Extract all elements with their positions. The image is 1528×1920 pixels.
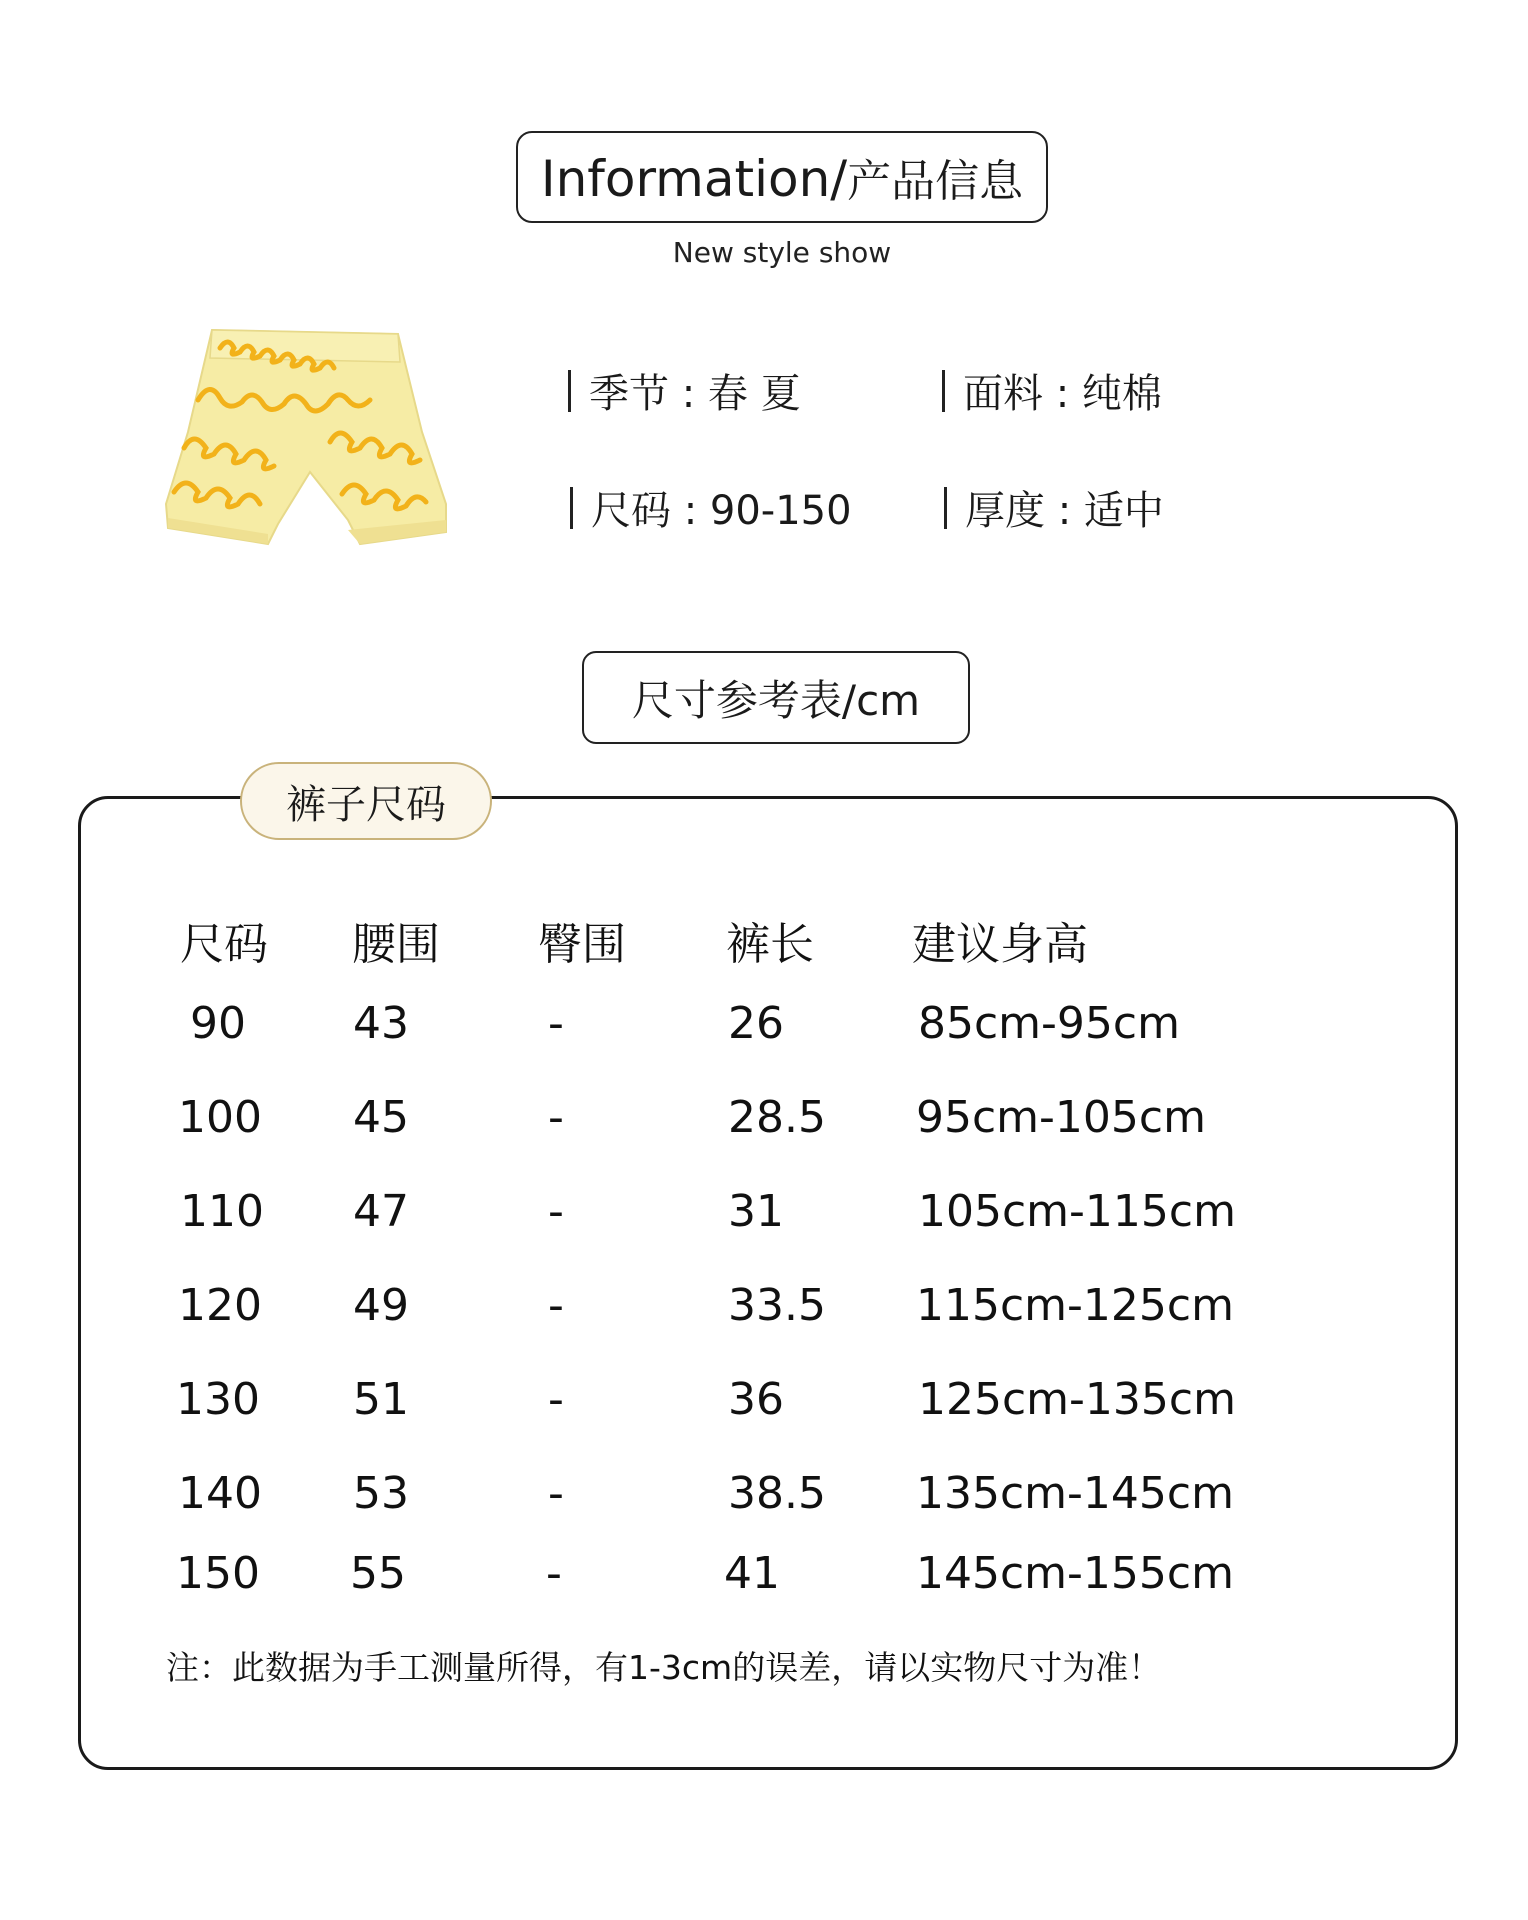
table-cell: 85cm-95cm <box>918 998 1180 1049</box>
table-cell: 41 <box>724 1548 780 1599</box>
table-cell: - <box>546 1548 562 1599</box>
size-chart-title: 尺寸参考表/cm <box>582 651 970 744</box>
table-cell: 31 <box>728 1186 784 1237</box>
table-cell: 115cm-125cm <box>916 1280 1234 1331</box>
divider-bar <box>570 487 573 529</box>
table-cell: 100 <box>178 1092 262 1143</box>
table-cell: 120 <box>178 1280 262 1331</box>
table-cell: 150 <box>176 1548 260 1599</box>
column-header-size: 尺码 <box>180 919 268 970</box>
table-cell: - <box>548 1374 564 1425</box>
table-cell: - <box>548 1468 564 1519</box>
column-header-waist: 腰围 <box>352 919 440 970</box>
table-cell: 105cm-115cm <box>918 1186 1236 1237</box>
table-cell: - <box>548 998 564 1049</box>
shorts-product-image <box>160 322 450 552</box>
table-cell: 49 <box>353 1280 409 1331</box>
table-cell: - <box>548 1186 564 1237</box>
table-cell: 125cm-135cm <box>918 1374 1236 1425</box>
table-cell: 28.5 <box>728 1092 826 1143</box>
table-cell: 130 <box>176 1374 260 1425</box>
info-season: 季节 : 春 夏 <box>568 362 801 419</box>
table-cell: 36 <box>728 1374 784 1425</box>
column-header-length: 裤长 <box>726 919 814 970</box>
table-cell: 38.5 <box>728 1468 826 1519</box>
table-cell: 95cm-105cm <box>916 1092 1206 1143</box>
divider-bar <box>942 370 945 412</box>
page-subtitle: New style show <box>672 236 892 269</box>
column-header-height: 建议身高 <box>912 919 1088 970</box>
table-cell: - <box>548 1280 564 1331</box>
table-cell: 53 <box>353 1468 409 1519</box>
table-cell: 135cm-145cm <box>916 1468 1234 1519</box>
table-cell: 110 <box>180 1186 264 1237</box>
header-title-box <box>516 131 1048 223</box>
table-cell: 45 <box>353 1092 409 1143</box>
table-cell: - <box>548 1092 564 1143</box>
column-header-hip: 臀围 <box>538 919 626 970</box>
table-cell: 26 <box>728 998 784 1049</box>
table-cell: 90 <box>190 998 246 1049</box>
table-cell: 51 <box>353 1374 409 1425</box>
info-size: 尺码 : 90-150 <box>570 479 852 536</box>
page-title: Information/产品信息 <box>540 150 1024 208</box>
size-table-tag: 裤子尺码 <box>240 762 492 840</box>
table-cell: 145cm-155cm <box>916 1548 1234 1599</box>
table-cell: 140 <box>178 1468 262 1519</box>
info-fabric: 面料 : 纯棉 <box>942 362 1162 419</box>
table-cell: 43 <box>353 998 409 1049</box>
table-cell: 55 <box>350 1548 406 1599</box>
table-cell: 47 <box>353 1186 409 1237</box>
table-cell: 33.5 <box>728 1280 826 1331</box>
info-thickness: 厚度 : 适中 <box>944 479 1164 536</box>
divider-bar <box>944 487 947 529</box>
divider-bar <box>568 370 571 412</box>
measurement-note: 注：此数据为手工测量所得，有1-3cm的误差，请以实物尺寸为准！ <box>166 1648 1162 1687</box>
